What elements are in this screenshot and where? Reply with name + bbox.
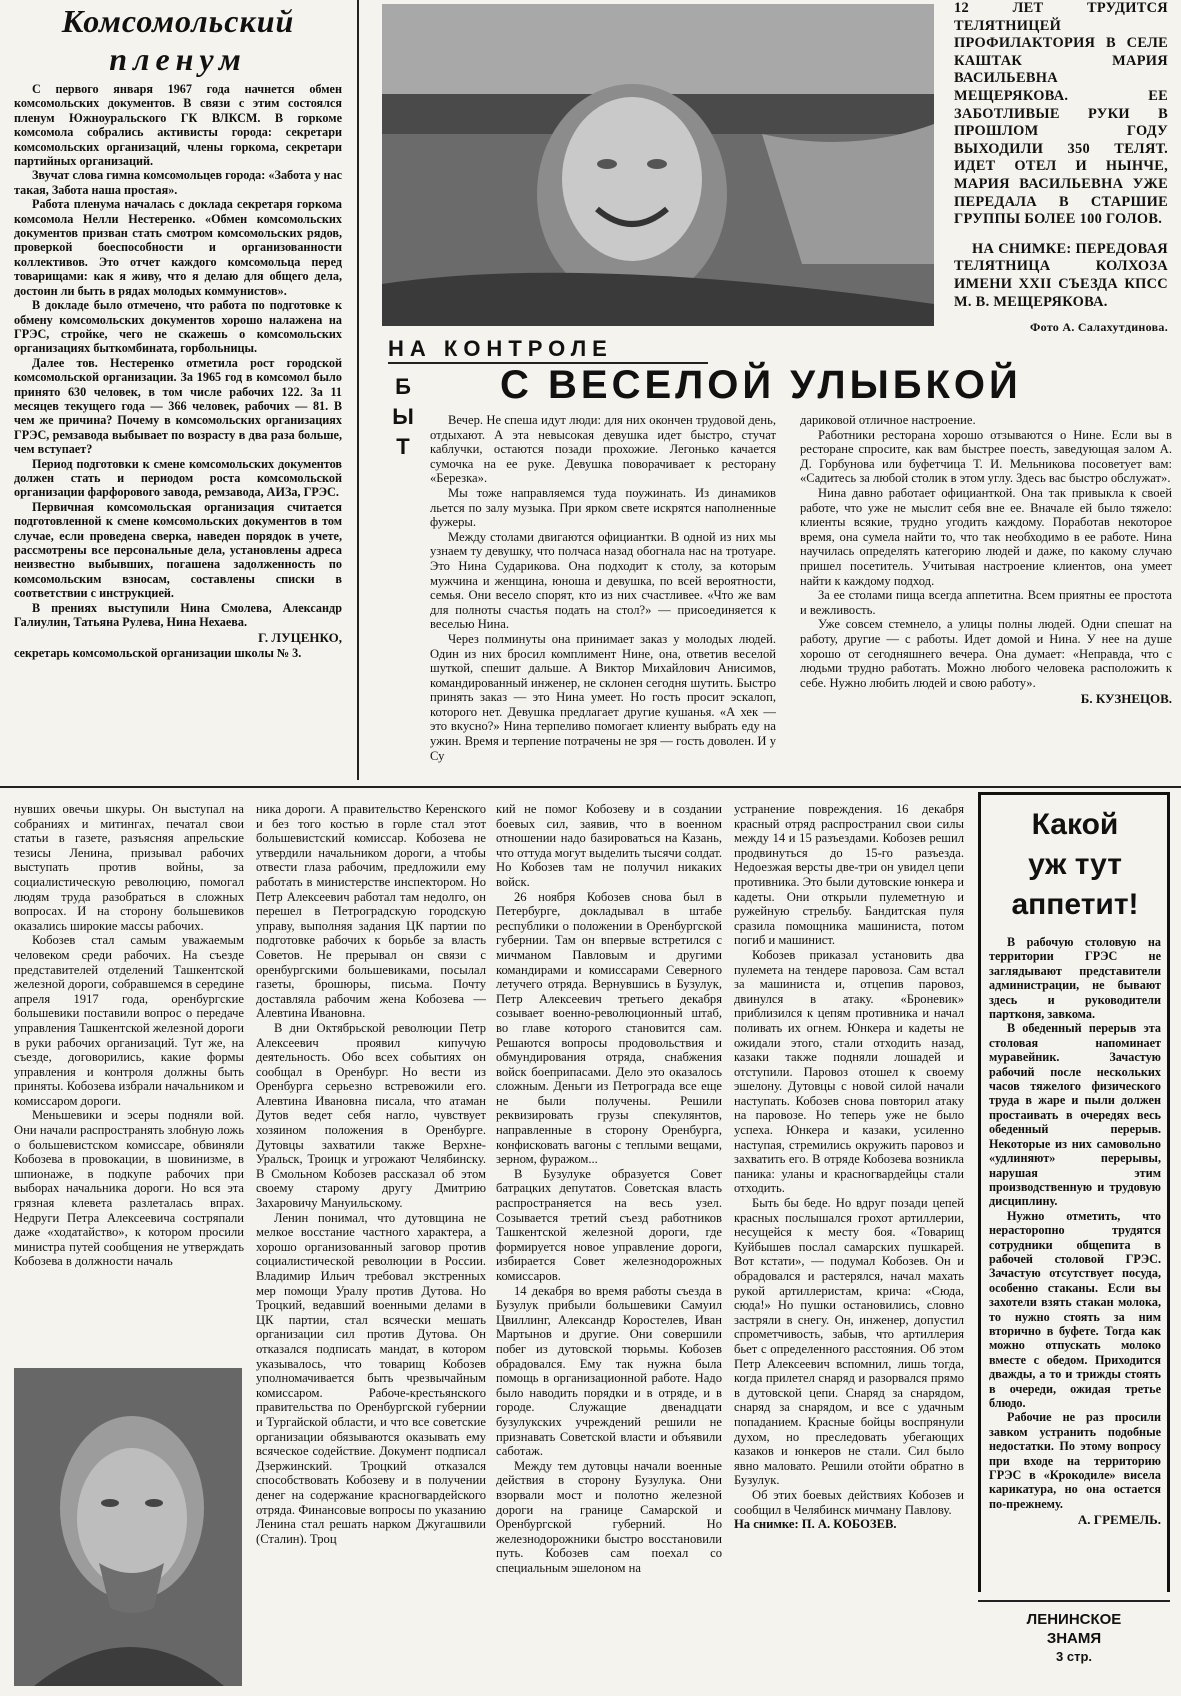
bio-paragraph: ника дороги. А правительство Керенского и без того костью в горле стал этот большевистский комиссар. Кобозева не утвердили начальником дороги, а чтобы отвести глаза рабочим, предложили ему работать в министерстве инспектором. Но Петр Алексеевич работал там недолго, он перешел в Петроградскую городскую управу, выполняя задания ЦК партии по подготовке рабочих к борьбе за власть Советов. Не прерывал он связи с оренбургскими большевиками, посылал газеты, брошюры, письма. Почту доставляла рабочим жена Кобозева — Алевтина Ивановна. xyxy=(256,802,486,1021)
bio-column-2 xyxy=(256,802,486,1692)
appetite-title-line: Какой xyxy=(1031,808,1119,841)
smile-paragraph: Работники ресторана хорошо отзываются о Нине. Если вы в ресторане спросите, как вам быстрее поесть, заведующая залом А. Д. Горбунова или буфетчица Т. И. Мельникова посоветует вам: «Садитесь за любой столик в этом углу. Здесь вас быстро обслужат». xyxy=(800,427,1172,486)
appetite-box xyxy=(978,792,1170,1592)
photo-caption xyxy=(954,0,1168,335)
komsomol-body xyxy=(14,82,342,660)
bio-paragraph: нувших овечьи шкуры. Он выступал на собраниях и митингах, печатал свои статьи в газете, разъясняя апрельские тезисы Ленина, призывал рабочих выступать против войны, за социалистическую революцию, помогал людям труда разобраться в сложных вопросах. И на сторону большевиков оказались широкие массы рабочих. xyxy=(14,802,244,933)
komsomol-paragraph: Звучат слова гимна комсомольцев города: «Забота у нас такая, Забота наша простая». xyxy=(14,168,342,197)
komsomol-paragraph: В докладе было отмечено, что работа по подготовке к обмену комсомольских документов хорошо налажена на ГРЭС, стройке, чего не скажешь о комсомольских организациях быткомбината, горбольницы. xyxy=(14,298,342,356)
newspaper-name: ЛЕНИНСКОЕ ЗНАМЯ xyxy=(1026,1611,1122,1647)
photo-caption-snimke: НА СНИМКЕ: ПЕРЕДОВАЯ ТЕЛЯТНИЦА КОЛХОЗА ИМЕНИ XXII СЪЕЗДА КПСС М. В. МЕЩЕРЯКОВА. xyxy=(954,240,1168,310)
photo-caption-text: 12 ЛЕТ ТРУДИТСЯ ТЕЛЯТНИЦЕЙ ПРОФИЛАКТОРИЯ В СЕЛЕ КАШТАК МАРИЯ ВАСИЛЬЕВНА МЕЩЕРЯКОВА. ЕЕ ЗАБОТЛИВЫЕ РУКИ В ПРОШЛОМ ГОДУ ВЫХОДИЛИ 350 ТЕЛЯТ. ИДЕТ ОТЕЛ И НЫНЧЕ, МАРИЯ ВАСИЛЬЕВНА УЖЕ ПЕРЕДАЛА В СТАРШИЕ ГРУППЫ БОЛЕЕ 100 ГОЛОВ. xyxy=(954,0,1168,228)
bio-paragraph: устранение повреждения. 16 декабря красный отряд распространил свои силы между 14 и 15 разъездами. Кобозев решил продвинуться до 15-го разъезда. Недоезжая версты две-три он увидел цепи противника. Это были дутовские юнкера и кадеты. Они открыли пулеметную и ружейную стрельбу. Бандитская пуля сразила помощника машиниста, потом погиб и машинист. xyxy=(734,802,964,948)
byt-vertical-label xyxy=(388,372,418,462)
komsomol-article xyxy=(14,2,342,780)
appetite-body xyxy=(989,935,1161,1528)
bio-column-3 xyxy=(496,802,722,1692)
smile-title: С ВЕСЕЛОЙ УЛЫБКОЙ xyxy=(500,363,1022,407)
bio-paragraph: Ленин понимал, что дутовщина не мелкое восстание частного характера, а хорошо организованный заговор против социалистической революции в России. Владимир Ильич требовал экстренных мер помощи Уралу против Дутова. Но Троцкий, ведавший военными делами в ЦК партии, стал всячески мешать организации сил против Дутова. Он отказался подписать мандат, в котором указывалось, что товарищ Кобозев уполномачивается быть чрезвычайным комиссаром. Рабоче-крестьянского правительства по Оренбургской губернии и Тургайской области, и что все советские организации обязываются оказывать ему всяческое содействие. Документ подписал Дзержинский. Троцкий отказался способствовать Кобозеву и в получении денег на содержание красногвардейского отряда. Финансовые вопросы по указанию Ленина стал решать нарком Джугашвили (Сталин). Троц xyxy=(256,1210,486,1546)
bio-paragraph: 26 ноября Кобозев снова был в Петербурге, докладывал в штабе республики о положении в Оренбургской губернии. Там он впервые встретился с мичманом Павловым и другими командирами и комиссарами Северного летучего отряда. Вернувшись в Бузулук, Петр Алексеевич третьего декабря созывает военно-революционный штаб, во главе которого становится сам. Решаются вопросы продовольствия и обмундирования отряда, снабжения войск боеприпасами. Дело это оказалось сложным. Деньги из Петрограда все еще не были получены. Решили реквизировать грузы спекулянтов, направленные в сторону Оренбурга, конфисковать вагоны с теплыми вещами, зерном, фуражом... xyxy=(496,889,722,1167)
smile-paragraph: Вечер. Не спеша идут люди: для них окончен трудовой день, отдыхают. А эта невысокая девушка идет быстро, стучат каблучки, остаются позади прохожие. Легонько качается сумочка на ее руке. Девушка поворачивает к ресторану «Березка». xyxy=(430,413,776,486)
photo-credit: Фото А. Салахутдинова. xyxy=(1029,320,1168,335)
komsomol-paragraph: Далее тов. Нестеренко отметила рост городской комсомольской организации. За 1965 год в комсомол было принято 630 человек, в том числе рабочих 122. За 11 месяцев текущего года — 366 человек, рабочих — 81. В чем же причина? Почему в комсомольских организациях ГРЭС, ремзавода выбывает по возрасту в два раза больше, чем вступает? xyxy=(14,355,342,457)
komsomol-paragraph: Период подготовки к смене комсомольских документов должен стать и периодом роста комсомольской организации фарфорового завода, ремзавода, АИЗа, ГРЭС. xyxy=(14,456,342,500)
appetite-paragraph: Нужно отметить, что нерасторопно трудятся сотрудники общепита в рабочей столовой ГРЭС. Зачастую отсутствует посуда, особенно стаканы. Если вы захотели взять стакан молока, то нужно стоять за ним вторично в буфете. Тогда как можно отпускать молоко вместе с обедом. Приходится дважды, а то и трижды стоять в очереди, ожидая третье блюдо. xyxy=(989,1208,1161,1410)
footer-divider xyxy=(978,1600,1170,1602)
komsomol-paragraph: Работа пленума началась с доклада секретаря горкома комсомола Нелли Нестеренко. «Обмен комсомольских документов призван стать смотром комсомольских рядов, проверкой боеспособности и организованности коллективов. Это отчет каждого комсомольца перед товарищами: как я живу, что я делаю для общего дела, достоин ли быть в рядах молодых коммунистов». xyxy=(14,197,342,298)
smile-paragraph: Нина давно работает официанткой. Она так привыкла к своей работе, что уже не мыслит себя вне ее. Вначале ей было тяжело: клиенты всякие, трудно угодить каждому. Поработав некоторое время, она сумела найти то, что так необходимо в ее работе. Нина научилась определять категорию людей и даже, по какому случаю пришел посетитель. Учитывая настроение клиентов, она умеет найти к каждому подход. xyxy=(800,485,1172,588)
appetite-paragraph: В рабочую столовую на территории ГРЭС не заглядывают представители администрации, не бывают здесь и руководители партконя, завкома. xyxy=(989,935,1161,1022)
bio-paragraph: 14 декабря во время работы съезда в Бузулук прибыли большевики Самуил Цвиллинг, Александр Коростелев, Иван Мартынов и другие. Они совершили побег из дутовской тюрьмы. Кобозев обрадовался. Ему так нужна была помощь в организационной работе. Надо было наводить порядки и в отряде, и в городе. Служащие двенадцати бузулукских учреждений решили не признавать Советской власти и объявили саботаж. xyxy=(496,1283,722,1459)
komsomol-paragraph: Первичная комсомольская организация считается подготовленной к смене комсомольских документов в том случае, если проведена сверка, наведен порядок в учете, рассмотрены все персональные дела, установлены адреса неизвестно выбывших, погашена задолженность по комсомольским взносам, составлены списки в соответствии с инструкцией. xyxy=(14,499,342,601)
portrait-illustration xyxy=(14,1368,242,1686)
kobozev-portrait xyxy=(14,1368,242,1686)
column-divider xyxy=(357,0,359,780)
komsomol-paragraph: В прениях выступили Нина Смолева, Александр Галиулин, Татьяна Рулева, Нина Нехаева. xyxy=(14,600,342,630)
komsomol-author: Г. ЛУЦЕНКО, xyxy=(258,630,342,646)
smile-paragraph: Уже совсем стемнело, а улицы полны людей. Одни спешат на работу, другие — с работы. Идет домой и Нина. У нее на душе хорошо от сегодняшнего вечера. Она думает: «Неправда, что с людьми трудно работать. Можно любого человека расположить к себе. Нужно любить людей и свою работу». xyxy=(800,617,1172,690)
smile-paragraph: Через полминуты она принимает заказ у молодых людей. Один из них бросил комплимент Нине, она, ответив веселой шуткой, спешит дальше. А Виктор Михайлович Анисимов, командированный инженер, не склонен сегодня шутить. Быстро принять заказ — это Нина умеет. Но гость просит эскалоп, которого нет. Девушка предлагает другие кушанья. «А хек — это вкусно?» Нина терпеливо помогает клиенту выбрать еду на ужин. Время и терпение потрачены не зря — гость доволен. И у Су xyxy=(430,631,776,763)
bio-paragraph: Кобозев стал самым уважаемым человеком среди рабочих. На съезде представителей отделений Ташкентской железной дороги, собравшемся в середине апреля 1917 года, оренбургские большевики поставили вопрос о передаче управления Ташкентской железной дороги в руки рабочих организаций. Тут же, на съезде, договорились, какие формы управления и контроля должны быть приняты. Кобозева избрали начальником и комиссаром дороги. xyxy=(14,933,244,1108)
page-number: 3 стр. xyxy=(1056,1649,1092,1664)
bio-paragraph: Об этих боевых действиях Кобозев и сообщил в Челябинск мичману Павлову. xyxy=(734,1487,964,1517)
bio-column-4 xyxy=(734,802,964,1692)
komsomol-title-line2: пленум xyxy=(109,41,247,77)
bio-paragraph: кий не помог Кобозеву и в создании боевых сил, заявив, что в военном отношении надо базироваться на Казань, что оттуда могут выделить тысячи солдат. Но Кобозев там не получил никаких войск. xyxy=(496,802,722,889)
smile-column-2 xyxy=(800,413,1172,781)
smile-paragraph: Между столами двигаются официантки. В одной из них мы узнаем ту девушку, что полчаса назад обогнала нас на тротуаре. Это Нина Сударикова. Она подходит к столу, за которым мужчина и женщина, юноша и девушка, по всей вероятности, семья. Они весело спорят, кто из них счастливее. «Что же вам для полноты счастья подать на стол?» — присоединяется к веселью Нина. xyxy=(430,529,776,632)
bio-paragraph: Меньшевики и эсеры подняли вой. Они начали распространять злобную ложь о большевистском комиссаре, обвиняли Кобозева в провокации, в шовинизме, в шпионаже, в подкупе рабочих при выборах начальника дороги. Но вся эта грязная клевета разлеталась впрах. Недруги Петра Алексеевича состряпали даже «ходатайство», к котором просили министра путей сообщения не утверждать Кобозева в должности началь xyxy=(14,1108,244,1269)
footer-masthead xyxy=(978,1610,1170,1680)
bio-paragraph: Между тем дутовцы начали военные действия в сторону Бузулука. Они взорвали мост и полотно железной дороги на границе Самарской и Оренбургской губерний. Но железнодорожники быстро восстановили путь. Кобозев сам поехал со специальным эшелоном на xyxy=(496,1458,722,1575)
komsomol-author-role: секретарь комсомольской организации школы № 3. xyxy=(14,645,302,660)
appetite-title-line: аппетит! xyxy=(1011,888,1139,921)
photo-illustration xyxy=(382,4,934,326)
smile-column-1 xyxy=(430,413,776,781)
bio-column-1 xyxy=(14,802,244,1342)
photo-caption-kobozev: На снимке: П. А. КОБОЗЕВ. xyxy=(734,1517,897,1532)
appetite-title-line: уж тут xyxy=(1028,848,1122,881)
komsomol-paragraph: С первого января 1967 года начнется обмен комсомольских документов. В связи с этим состоялся пленум Южноуральского ГК ВЛКСМ. В горкоме комсомола собрались активисты города: секретари комсомольских организаций, члены горкома, секретари партийных организаций. xyxy=(14,82,342,169)
bio-paragraph: В дни Октябрьской революции Петр Алексеевич проявил кипучую деятельность. Обо всех событиях он сообщал в Оренбург. Но вести из Оренбурга серьезно встревожили его. Алевтина Ивановна писала, что атаман Дутов ведет себя нагло, чувствует хозяином положения в Оренбурге. Дутовцы захватили также Верхне-Уральск, Троицк и угрожают Челябинску. В Смольном Кобозев рассказал об этом своему старому другу Дмитрию Захаровичу Мануильскому. xyxy=(256,1020,486,1211)
byt-letter: Б xyxy=(395,374,411,399)
byt-letter: Ы xyxy=(392,404,414,429)
smile-paragraph: За ее столами пища всегда аппетитна. Всем приятны ее простота и вежливость. xyxy=(800,588,1172,617)
milkmaid-photo xyxy=(382,4,934,326)
section-divider xyxy=(0,786,1181,788)
appetite-title xyxy=(989,805,1161,925)
smile-paragraph: Мы тоже направляемся туда поужинать. Из динамиков льется по залу музыка. При ярком свете искрятся наполненные фужеры. xyxy=(430,485,776,530)
bio-paragraph: Быть бы беде. Но вдруг позади цепей красных послышался грохот артиллерии, несущейся к месту боя. «Товарищ Куйбышев послал самарских пушкарей. Вот кстати», — подумал Кобозев. Он и обрадовался и растерялся, начал махать рукой артиллеристам, крича: «Сюда, сюда!» Но пушки остановились, словно застряли в снегу. Он, инженер, допустил спрометчивость, забыв, что артиллерия бьет с определенного расстояния. Об этом Петр Алексеевич вспомнил, лишь тогда, когда прилетел снаряд и разорвался прямо в дутовской цепи. Снаряд за снарядом, снаряд за снарядом, и все с удачным попаданием. Красные бойцы воспрянули духом, но преследовать убегающих казаков и юнкеров не стали. Сил было явно маловато. Решили отойти обратно в Бузулук. xyxy=(734,1196,964,1488)
smile-author: Б. КУЗНЕЦОВ. xyxy=(1080,691,1172,707)
komsomol-title-line1: Комсомольский xyxy=(61,3,295,39)
bio-paragraph: В Бузулуке образуется Совет батрацких депутатов. Советская власть распространяется на весь узел. Созывается третий съезд работников Ташкентской железной дороги, где формируется новое управление дороги, избирается Совет железнодорожных комиссаров. xyxy=(496,1166,722,1283)
bio-paragraph: Кобозев приказал установить два пулемета на тендере паровоза. Сам встал за машиниста и, отцепив паровоз, двинулся в атаку. «Броневик» приблизился к цепям противника и начал поливать их огнем. Юнкера и кадеты не ожидали этого, стали отходить назад, казаки также подняли лошадей и отступили. Паровоз отошел к своему эшелону. Дутовцы с новой силой начали наступать. Кобозев снова повторил атаку на паровозе. Но теперь уже не было успеха. Юнкера и казаки, усиленно наступая, стремились окружить паровоз и захватить его. В отряде Кобозева возникла паника: уланы и красногвардейцы стали отходить. xyxy=(734,947,964,1196)
appetite-author: А. ГРЕМЕЛЬ. xyxy=(1077,1512,1161,1528)
appetite-paragraph: Рабочие не раз просили завком устранить подобные недостатки. По этому вопросу при входе на территорию ГРЭС в «Крокодиле» висела карикатура, но она остается по-прежнему. xyxy=(989,1410,1161,1511)
byt-letter: Т xyxy=(396,434,410,459)
smile-rubric: НА КОНТРОЛЕ xyxy=(388,336,613,361)
appetite-paragraph: В обеденный перерыв эта столовая напоминает муравейник. Зачастую рабочий после нескольких часов тяжелого физического труда в жаре и пыли должен простаивать в очередях весь обеденный перерыв. Некоторые из них самовольно «удлиняют» перерывы, нарушая этим производственную и трудовую дисциплину. xyxy=(989,1021,1161,1209)
smile-paragraph: дариковой отличное настроение. xyxy=(800,413,976,427)
